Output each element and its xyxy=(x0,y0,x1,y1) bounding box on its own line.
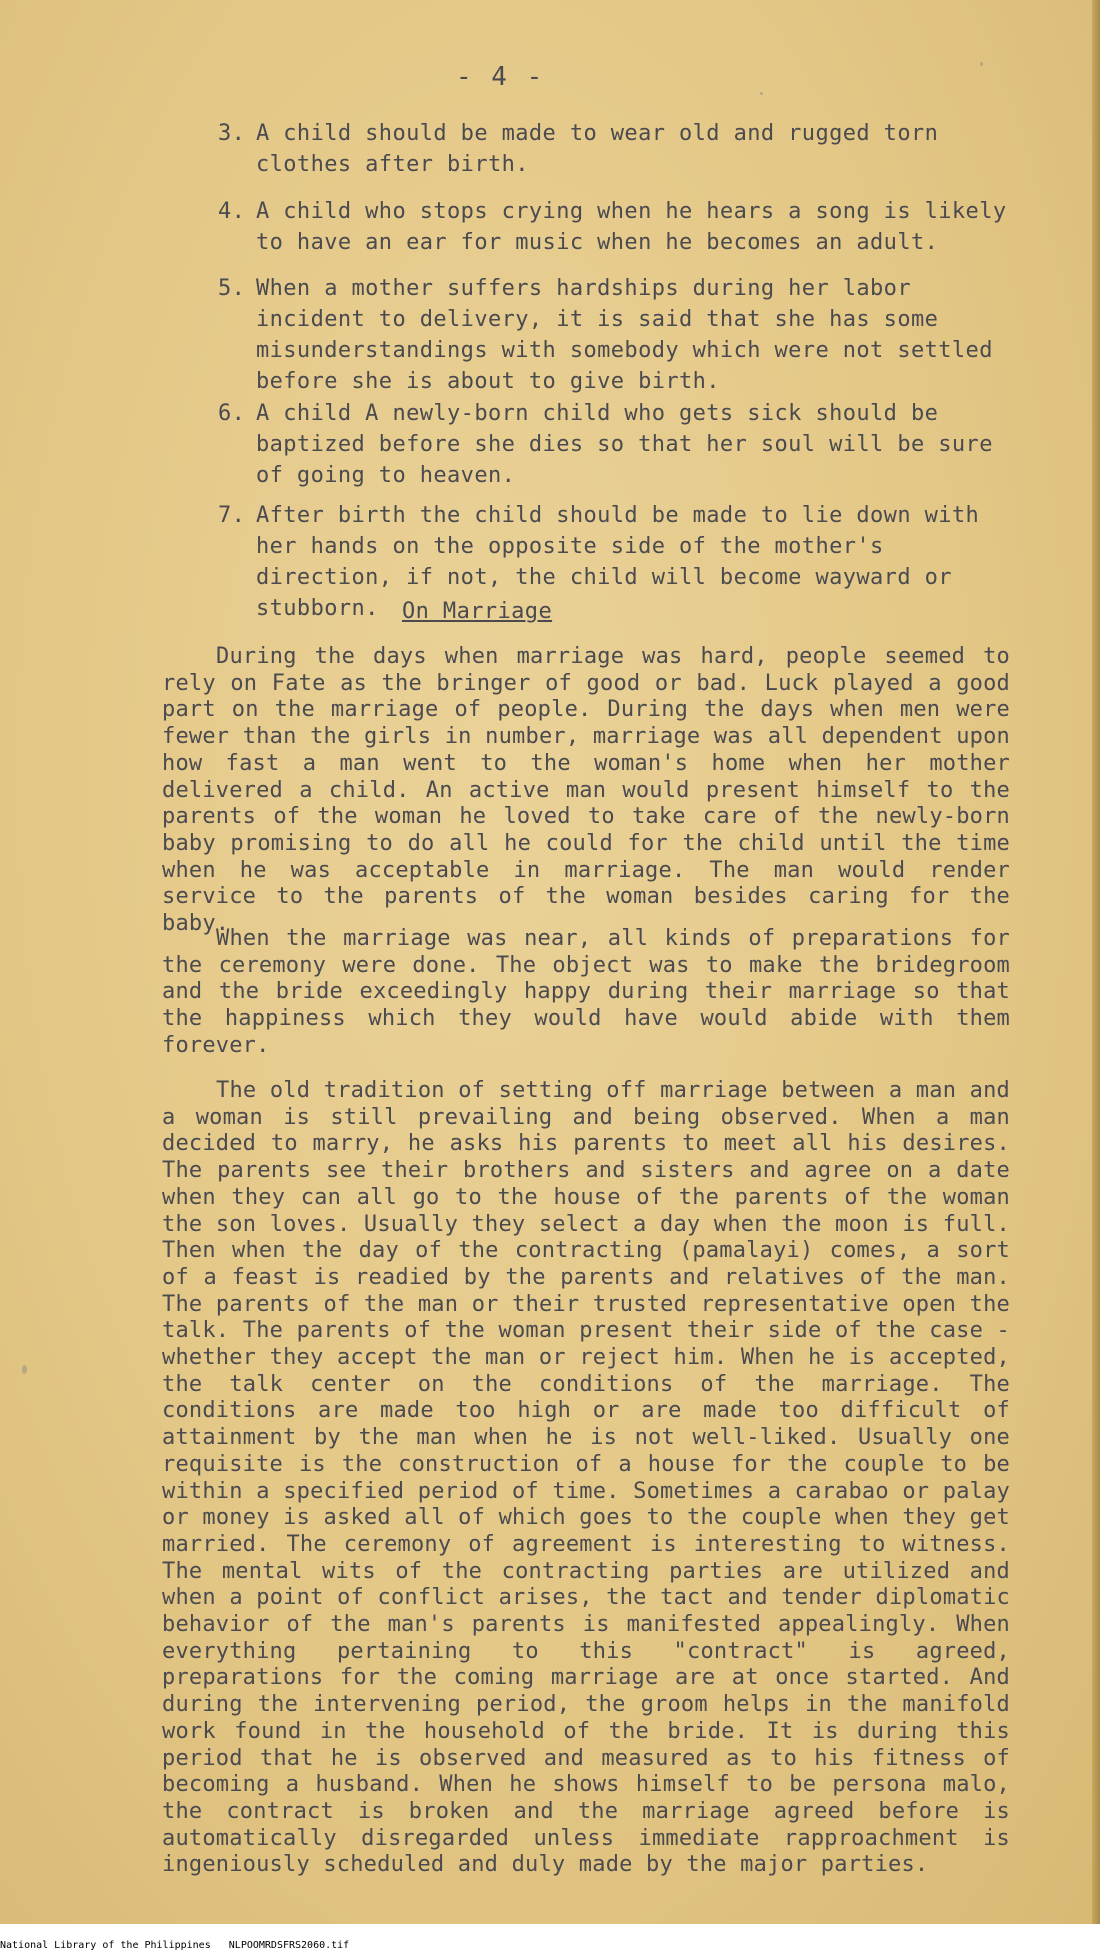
footer-library: National Library of the Philippines xyxy=(0,1940,211,1951)
list-item-text: A child should be made to wear old and rugged torn clothes after birth. xyxy=(256,121,939,177)
list-item-number: 5. xyxy=(218,276,246,301)
scan-footer-text xyxy=(0,1940,349,1951)
paper-speck xyxy=(760,92,763,95)
list-item-text: A child A newly-born child who gets sick should be baptized before she dies so that her soul will be sure of going to heaven. xyxy=(256,401,993,488)
list-item-number: 3. xyxy=(218,121,246,146)
page-number: - 4 - xyxy=(456,62,545,92)
paragraph-marriage-fate: During the days when marriage was hard, people seemed to rely on Fate as the bringer of good or bad. Luck played a good part on the marriage of people. During the days when men were fewer than the girls in number, marriage was all dependent upon how fast a man went to the woman's home when her mother delivered a child. An active man would present himself to the parents of the woman he loved to take care of the newly-born baby promising to do all he could for the child until the time when he was acceptable in marriage. The man would render service to the parents of the woman besides caring for the baby. xyxy=(162,644,1010,937)
paper-speck xyxy=(22,1365,27,1374)
list-item-5 xyxy=(218,273,1008,397)
list-item-6 xyxy=(218,398,1008,491)
paper-speck xyxy=(980,62,983,66)
list-item-3 xyxy=(218,118,1008,180)
list-item-number: 4. xyxy=(218,199,246,224)
footer-filename: NLPOOMRDSFRS2060.tif xyxy=(228,1940,350,1951)
list-item-number: 7. xyxy=(218,503,246,528)
paragraph-marriage-preparations: When the marriage was near, all kinds of preparations for the ceremony were done. The object was to make the bridegroom and the bride exceedingly happy during their marriage so that the happiness which they would have would abide with them forever. xyxy=(162,926,1010,1058)
paragraph-marriage-tradition: The old tradition of setting off marriage between a man and a woman is still prevailing and being observed. When a man decided to marry, he asks his parents to meet all his desires. The parents see their brothers and sisters and agree on a date when they can all go to the house of the parents of the woman the son loves. Usually they select a day when the moon is full. Then when the day of the contracting (pamalayi) comes, a sort of a feast is readied by the parents and relatives of the man. The parents of the man or their trusted representative open the talk. The parents of the woman present their side of the case - whether they accept the man or reject him. When he is accepted, the talk center on the conditions of the marriage. The conditions are made too high or are made too difficult of attainment by the man when he is not well-liked. Usually one requisite is the construction of a house for the couple to be within a specified period of time. Sometimes a carabao or palay or money is asked all of which goes to the couple when they get married. The ceremony of agreement is interesting to witness. The mental wits of the contracting parties are utilized and when a point of conflict arises, the tact and tender diplomatic behavior of the man's parents is manifested appealingly. When everything pertaining to this "contract" is agreed, preparations for the coming marriage are at once started. And during the intervening period, the groom helps in the manifold work found in the household of the bride. It is during this period that he is observed and measured as to his fitness of becoming a husband. When he shows himself to be persona malo, the contract is broken and the marriage agreed before is automatically disregarded unless immediate rapproachment is ingeniously scheduled and duly made by the major parties. xyxy=(162,1078,1010,1878)
list-item-text: A child who stops crying when he hears a song is likely to have an ear for music when he becomes an adult. xyxy=(256,199,1007,255)
list-item-4 xyxy=(218,196,1008,258)
list-item-text: After birth the child should be made to lie down with her hands on the opposite side of the mother's direction, if not, the child will become wayward or stubborn. xyxy=(256,503,980,621)
list-item-text: When a mother suffers hardships during her labor incident to delivery, it is said that she has some misunderstandings with somebody which were not settled before she is about to give birth. xyxy=(256,276,993,394)
section-title: On Marriage xyxy=(402,599,553,624)
list-item-number: 6. xyxy=(218,401,246,426)
list-item-7 xyxy=(218,500,1008,624)
